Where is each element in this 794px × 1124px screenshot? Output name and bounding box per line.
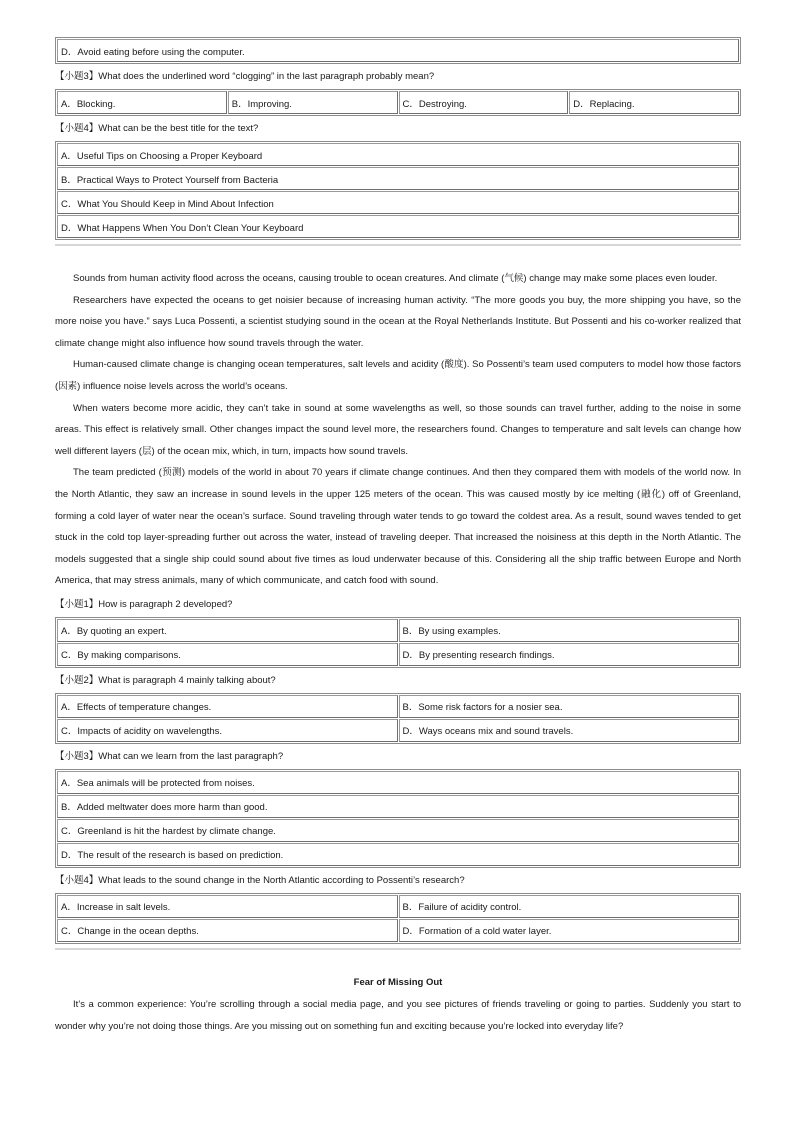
passage-paragraph: It’s a common experience: You’re scrolling through a social media page, and you see pictures of friends traveling or going to parties. Suddenly you start to wonder why you’re not doing those things. Are you missing out on something fun and exciting because you’re locked into everyday life?	[55, 998, 741, 1032]
question-label: 【小题2】What is paragraph 4 mainly talking about?	[55, 674, 276, 686]
option-b[interactable]: B．Practical Ways to Protect Yourself from Bacteria	[57, 167, 739, 190]
option-d[interactable]: D．Replacing.	[569, 91, 739, 114]
option-a[interactable]: A．Useful Tips on Choosing a Proper Keyboard	[57, 143, 739, 166]
passage-paragraph: Human-caused climate change is changing ocean temperatures, salt levels and acidity (酸度). So Possenti’s team used computers to model how those factors (因素) influence noise levels across the world’s oceans.	[55, 359, 741, 392]
question-options	[55, 769, 741, 868]
question-options	[55, 141, 741, 240]
option-b[interactable]: B．Improving.	[228, 91, 398, 114]
option-a[interactable]: A．Effects of temperature changes.	[57, 695, 398, 718]
passage-paragraph: Sounds from human activity flood across the oceans, causing trouble to ocean creatures. And climate (气候) change may make some places even louder.	[73, 273, 718, 284]
question-label: 【小题4】What leads to the sound change in the North Atlantic according to Possenti’s research?	[55, 874, 465, 886]
option-c[interactable]: C．Destroying.	[399, 91, 569, 114]
passage-paragraph: The team predicted (预测) models of the world in about 70 years if climate change continues. And then they compared them with models of the world now. In the North Atlantic, they saw an increase in sound levels in the upper 125 meters of the ocean. This was caused mostly by ice melting (融化) off of Greenland, forming a cold layer of water near the ocean’s surface. Sound traveling through water tends to go toward the coldest area. As a result, sound waves tended to get stuck in the cold top layer-spreading further out across the water, instead of traveling deeper. That increased the noisiness at this depth in the North Atlantic. The models suggested that a single ship could sound about five times as loud underwater because of this. Considering all the ship traffic between Europe and North America, that may stress animals, many of which communicate, and catch food with sound.	[55, 467, 741, 587]
question-label: 【小题3】What does the underlined word “clogging” in the last paragraph probably mean?	[55, 71, 435, 82]
option-b[interactable]: B．Some risk factors for a nosier sea.	[399, 695, 740, 718]
passage-paragraph: Researchers have expected the oceans to get noisier because of increasing human activity. “The more goods you buy, the more shipping you have, so the more noise you have.” says Luca Possenti, a scientist studying sound in the ocean at the Royal Netherlands Institute. But Possenti and his co-worker realized that climate change might also influence how sound travels through the water.	[55, 294, 741, 349]
option-d[interactable]: D．Ways oceans mix and sound travels.	[399, 719, 740, 742]
option-c[interactable]: C．What You Should Keep in Mind About Infection	[57, 191, 739, 214]
option-c[interactable]: C．Impacts of acidity on wavelengths.	[57, 719, 398, 742]
option-a[interactable]: A．Increase in salt levels.	[57, 895, 398, 918]
option-a[interactable]: A．Blocking.	[57, 91, 227, 114]
option-d[interactable]: D．Avoid eating before using the computer.	[57, 39, 739, 62]
option-a[interactable]: A．Sea animals will be protected from noises.	[57, 771, 739, 794]
question-label: 【小题3】What can we learn from the last paragraph?	[55, 750, 284, 762]
option-c[interactable]: C．Change in the ocean depths.	[57, 919, 398, 942]
option-c[interactable]: C．By making comparisons.	[57, 643, 398, 666]
passage-paragraph: When waters become more acidic, they can’t take in sound at some wavelengths as well, so those sounds can travel further, adding to the noise in some areas. This effect is relatively small. Other changes impact the sound level more, the researchers found. Changes to temperature and salt levels can change how well different layers (层) of the ocean mix, which, in turn, impacts how sound travels.	[55, 402, 741, 457]
option-d[interactable]: D．What Happens When You Don’t Clean Your Keyboard	[57, 215, 739, 238]
question-label: 【小题1】How is paragraph 2 developed?	[55, 598, 233, 610]
passage-title: Fear of Missing Out	[353, 976, 443, 988]
question-options	[55, 693, 741, 744]
question-label: 【小题4】What can be the best title for the text?	[55, 123, 259, 134]
option-b[interactable]: B．Added meltwater does more harm than good.	[57, 795, 739, 818]
question-options	[55, 617, 741, 668]
option-d[interactable]: D．The result of the research is based on prediction.	[57, 843, 739, 866]
option-d[interactable]: D．Formation of a cold water layer.	[399, 919, 740, 942]
option-b[interactable]: B．By using examples.	[399, 619, 740, 642]
option-c[interactable]: C．Greenland is hit the hardest by climate change.	[57, 819, 739, 842]
option-b[interactable]: B．Failure of acidity control.	[399, 895, 740, 918]
option-d[interactable]: D．By presenting research findings.	[399, 643, 740, 666]
question-options	[55, 893, 741, 944]
document-page	[55, 0, 741, 1037]
prev-question-options	[55, 37, 741, 64]
passage	[55, 268, 741, 592]
option-a[interactable]: A．By quoting an expert.	[57, 619, 398, 642]
question-options	[55, 89, 741, 116]
